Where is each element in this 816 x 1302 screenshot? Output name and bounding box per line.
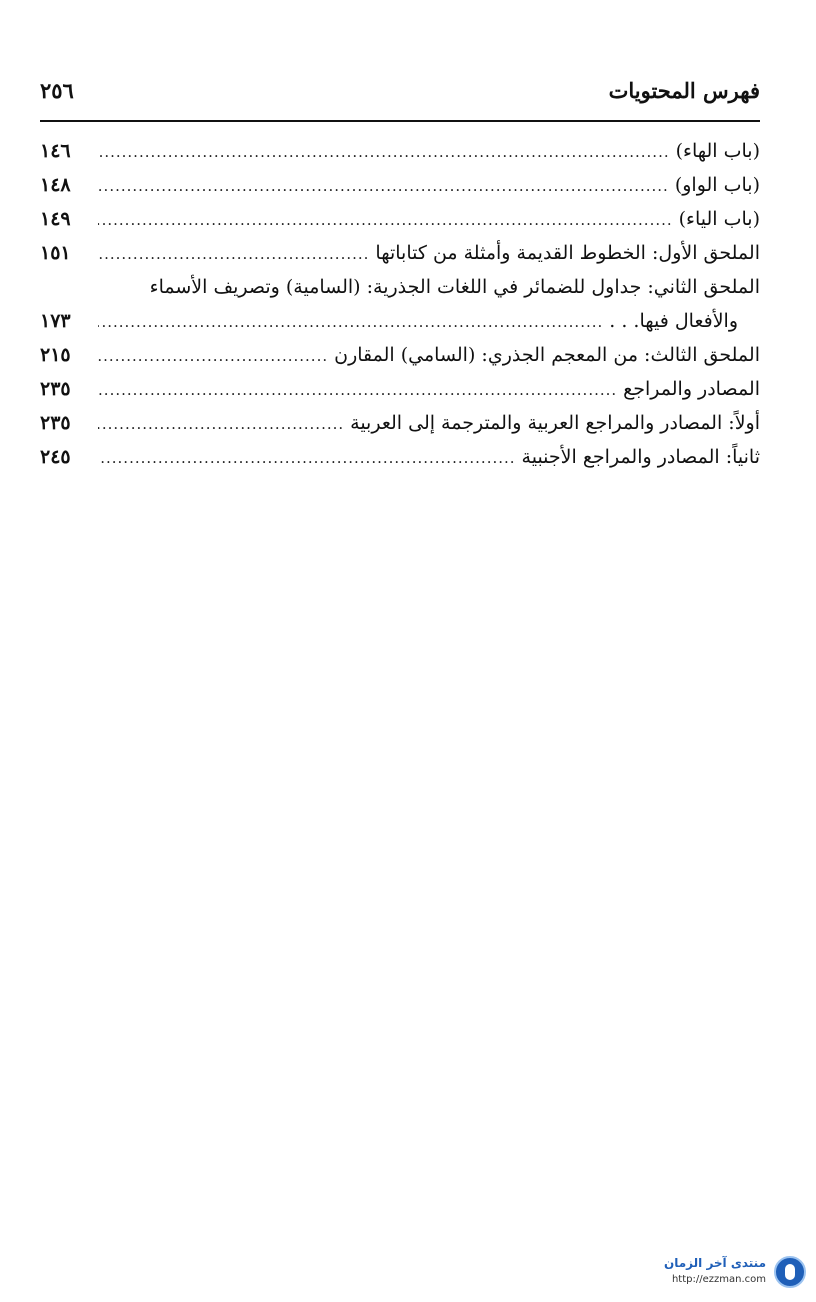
toc-entry-label: المصادر والمراجع (623, 378, 760, 400)
toc-entry-label: (باب الياء) (678, 208, 760, 230)
dot-leader (98, 135, 670, 169)
watermark-name: منتدى آخر الزمان (664, 1256, 766, 1270)
toc-entry-label: (باب الواو) (674, 174, 760, 196)
page-title: فهرس المحتويات (608, 78, 760, 103)
dot-leader (98, 305, 603, 339)
header-divider (40, 120, 760, 122)
toc-entry-label: ثانياً: المصادر والمراجع الأجنبية (521, 446, 760, 468)
toc-entry (40, 202, 760, 236)
forum-logo-icon (774, 1256, 806, 1288)
table-of-contents (40, 134, 760, 474)
page-number: ٢٥٦ (40, 78, 74, 103)
toc-entry-page: ٢٤٥ (40, 446, 71, 468)
dot-leader (98, 237, 369, 271)
toc-entry (40, 304, 760, 338)
dot-leader (98, 169, 669, 203)
dot-leader (98, 373, 617, 407)
toc-entry-label: الملحق الثاني: جداول للضمائر في اللغات الجذرية: (السامية) وتصريف الأسماء (149, 276, 760, 298)
toc-entry (40, 372, 760, 406)
toc-entry-page: ١٧٣ (40, 310, 71, 332)
toc-entry-page: ١٥١ (40, 242, 71, 264)
toc-entry (40, 168, 760, 202)
toc-entry-page: ١٤٩ (40, 208, 71, 230)
toc-entry-label: أولاً: المصادر والمراجع العربية والمترجمة إلى العربية (350, 412, 760, 434)
dot-leader (98, 407, 344, 441)
toc-entry-page: ١٤٦ (40, 140, 71, 162)
page-header (40, 78, 760, 108)
toc-entry (40, 338, 760, 372)
toc-entry-page: ٢١٥ (40, 344, 71, 366)
toc-entry-page: ٢٣٥ (40, 412, 71, 434)
forum-watermark (626, 1254, 806, 1294)
toc-entry (40, 236, 760, 270)
watermark-url[interactable]: http://ezzman.com (671, 1274, 766, 1285)
dot-leader (98, 441, 516, 475)
toc-entry-label: والأفعال فيها. . . (609, 310, 738, 332)
toc-entry-page: ٢٣٥ (40, 378, 71, 400)
toc-entry-label: (باب الهاء) (675, 140, 760, 162)
toc-entry-label: الملحق الأول: الخطوط القديمة وأمثلة من كتاباتها (375, 242, 760, 264)
toc-entry (40, 440, 760, 474)
toc-entry-label: الملحق الثالث: من المعجم الجذري: (السامي) المقارن (334, 344, 760, 366)
dot-leader (98, 203, 673, 237)
toc-entry-page: ١٤٨ (40, 174, 71, 196)
toc-entry (40, 270, 760, 304)
dot-leader (98, 339, 328, 373)
toc-entry (40, 406, 760, 440)
toc-entry (40, 134, 760, 168)
